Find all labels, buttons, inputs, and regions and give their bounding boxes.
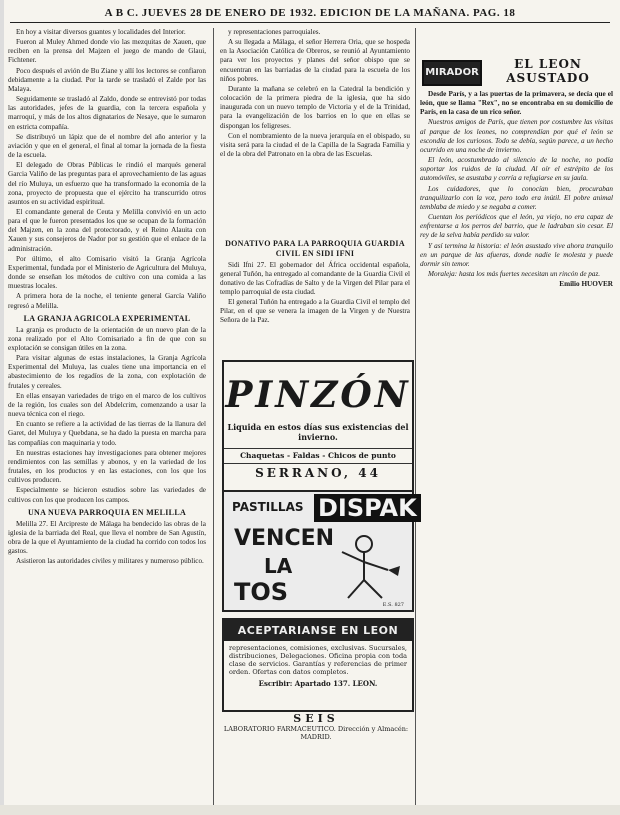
- aceptarianse-title: ACEPTARIANSE EN LEON: [224, 620, 412, 641]
- donativo-p0: Sidi Ifni 27. El gobernador del África occidental española, general Tuñón, ha entregado al comandante de la Guardia Civil el donativo de las Cofradías de Salto y de la Virgen del Pilar para el templo parroquial de esta ciudad.: [220, 261, 410, 297]
- mirador-box: MIRADOR: [422, 60, 482, 86]
- aceptarianse-body: representaciones, comisiones, exclusivas. Sucursales, distribuciones, Delegaciones. Oficina propia con toda clase de servicios. Garantías y referencias de primer orden. Ofertas con datos completos.: [229, 644, 407, 676]
- column-rule-2: [415, 28, 416, 808]
- col1-p6: El comandante general de Ceuta y Melilla convivió en un acto para el que le fueron presentados los que se ocupan de la formación del Majzen, en la zona del protectorado, y el Reino Alauita con Xauen y sus consejeros de Nador por su gestión que el enlace de la administración.: [8, 207, 206, 253]
- col3-signature: Emilio HUOVER: [559, 280, 613, 289]
- dispak-tos: TOS: [234, 578, 289, 606]
- binding-stripe: [0, 0, 4, 815]
- dispak-figure-illustration: [324, 532, 404, 602]
- column-3: [420, 28, 613, 808]
- seis-sub: LABORATORIO FARMACEUTICO. Dirección y Almacén: MADRID.: [223, 725, 409, 741]
- page-footer: [0, 805, 620, 815]
- pinzon-tagline: Liquida en estos días sus existencias del invierno.: [227, 422, 409, 442]
- col1-p16: Asistieron las autoridades civiles y militares y numeroso público.: [16, 557, 204, 566]
- col1-p12: En cuanto se refiere a la actividad de las tierras de la llanura del Garet, del Muluya y Quebdana, se ha dado la puesta en marcha para las compañías con maquinaria y todo.: [8, 420, 206, 447]
- dispak-ad: [222, 490, 417, 612]
- seis-ad: [222, 712, 410, 741]
- pinzon-ad: [222, 360, 414, 492]
- dispak-vencen: VENCEN: [234, 526, 335, 551]
- leon-title-1: EL LEON: [514, 57, 582, 71]
- dispak-pastillas: PASTILLAS: [232, 500, 304, 514]
- column-rule-1: [213, 28, 214, 808]
- col1-p14: Especialmente se hicieron estudios sobre las variedades de cultivos con los que producen los campos.: [8, 486, 206, 504]
- col1-p8: A primera hora de la noche, el teniente general García Valiño regresó a Melilla.: [8, 292, 206, 310]
- dispak-signature: E.S. 827: [382, 602, 404, 608]
- pinzon-products: Chaquetas - Faldas - Chicos de punto: [224, 448, 412, 460]
- col1-p4: Se distribuyó un lápiz que de el nombre del año anterior y la aviación y que en el general, el final al tomar la jornada de la fiesta de la escuela.: [8, 132, 206, 160]
- col2-p0: y representaciones parroquiales.: [228, 28, 321, 36]
- aceptarianse-ad: [222, 618, 414, 712]
- column-1: [8, 28, 206, 808]
- col1-subhead-parroquia: UNA NUEVA PARROQUIA EN MELILLA: [27, 507, 187, 517]
- col2-p1: A su llegada a Málaga, el señor Herrera Oria, que se hospeda en la Asociación Católica de Obreros, se reunió al Ayuntamiento para ver los proyectos y planes del señor obispo que se encuentran en las barriadas de la ciudad para la escuela de los niños pobres.: [220, 38, 410, 83]
- col3-p5: Moraleja: hasta los más fuertes necesitan un rincón de paz.: [428, 269, 601, 278]
- col1-p1: Fueron al Muley Ahmed donde vio las mezquitas de Xauen, que reciben en la prensa del Majzen el juego de mando de Glaui, Fichtener.: [8, 38, 206, 65]
- donativo-p1: El general Tuñón ha entregado a la Guardia Civil el templo del Pilar, en el que se venera la imagen de la Virgen y de Nuestra Señora de la Paz.: [220, 297, 410, 324]
- col3-p1: El león, acostumbrado al silencio de la noche, no podía soportar los ruidos de la ciudad. Al oír el estrépito de los automóviles, se asustaba y corría a refugiarse en su jaula.: [420, 156, 613, 183]
- column-2: [220, 28, 410, 260]
- col2-p3: Con el nombramiento de la nueva jerarquía en el obispado, su visita será para la ciudad el de la Capilla de la Sagrada Familia y el de la obra del Patronato en la obra de las Escuelas.: [220, 131, 410, 159]
- col1-p13: En nuestras estaciones hay investigaciones para obtener mejores rendimientos con las semillas y abonos, y en la variedad de los frutales, en los productos y en las estaciones, con los que los cultivos producen.: [8, 448, 206, 485]
- col1-p3: Seguidamente se trasladó al Zaldo, donde se entrevistó por todas las autoridades, jefes de la guardia, con la tercera española y marroquí, y más de los altos dignatarios de Nesaye, que le sumaron en estricta compañía.: [8, 95, 206, 131]
- col1-p15: Melilla 27. El Arcipreste de Málaga ha bendecido las obras de la iglesia de la barriada del Real, que lleva el nombre de San Agustín, obra de la que el Ayuntamiento de la ciudad ha corrido con todos los gastos.: [8, 519, 206, 556]
- pinzon-brand: PINZÓN: [225, 374, 411, 416]
- col3-p4: Y así termina la historia: el león asustado vive ahora tranquilo en un parque de las afueras, donde nadie le molesta y puede dormir sin temor.: [420, 241, 613, 268]
- col2-p2: Durante la mañana se celebró en la Catedral la bendición y colocación de la primera piedra de la iglesia, que ha sido inaugurada con un nuevo templo de Victoria y el de la Trinidad, para la evangelización de los barrios en lo que en ellas se dispongan los feligreses.: [220, 84, 410, 130]
- leon-title-2: ASUSTADO: [506, 71, 590, 85]
- donativo-article: [220, 236, 410, 325]
- col1-p9: La granja es producto de la orientación de un nuevo plan de la zona realizado por el Alto Comisariado a fin de que con su explotación se consigan útiles en la zona.: [8, 325, 206, 352]
- dispak-la: LA: [264, 554, 293, 578]
- col3-body: [420, 118, 613, 279]
- pinzon-address: SERRANO, 44: [224, 463, 412, 480]
- col1-p2: Poco después el avión de Bu Ziane y allí los lectores se confiaron debidamente a la ciudad. Por la tarde se trasladó el Zalde por las Malaya.: [8, 66, 206, 93]
- donativo-title: DONATIVO PARA LA PARROQUIA GUARDIA CIVIL EN SIDI IFNI: [225, 239, 405, 258]
- page-header: A B C. JUEVES 28 DE ENERO DE 1932. EDICION DE LA MAÑANA. PAG. 18: [10, 4, 610, 23]
- col3-p0: Nuestros amigos de París, que tienen por costumbre las visitas al parque de los leones, no comprendían por qué el león se escondía de los curiosos. Todo se debía, según parece, a un hecho ocurrido en una noche de invierno.: [420, 118, 613, 154]
- col1-p11: En ellas ensayan variedades de trigo en el marco de los cultivos de la región, los cuales son del Abdelcrim, comenzando a usar la nueva técnica con el riego.: [8, 391, 206, 419]
- col1-subhead-granja: LA GRANJA AGRICOLA EXPERIMENTAL: [23, 313, 191, 323]
- col3-intro: Desde París, y a las puertas de la primavera, se decía que el león, que se llama "Rex", no se encontraba en su domicilio de París, en la casa de un rico señor.: [420, 90, 613, 117]
- col1-p0: En hoy a visitar diversos guantes y localidades del Interior.: [16, 28, 186, 36]
- col3-p2: Los cuidadores, que lo conocían bien, procuraban tranquilizarlo con la voz, pero todo era inútil. El pobre animal temblaba de miedo y se negaba a comer.: [420, 184, 613, 211]
- aceptarianse-address: Escribir: Apartado 137. LEON.: [258, 679, 378, 688]
- col3-p3: Cuentan los periódicos que el león, ya viejo, no era capaz de enfrentarse a los perros del barrio, que le ladraban sin cesar. El rey de la selva había perdido su valor.: [420, 213, 613, 240]
- col1-p5: El delegado de Obras Públicas le rindió el marqués general Garcia Valiño de las preguntas para el aprovechamiento de las aguas del río Muluya, un esfuerzo que ha transformado la economía de la zona, proyecto de propuesta que el ejército ha transcurrido otros asuntos en su actividad espiritual.: [8, 161, 206, 206]
- seis-title: SEIS: [293, 712, 339, 725]
- col1-p10: Para visitar algunas de estas instalaciones, la Granja Agrícola Experimental del Muluya, las cuales tiene una importancia en el abastecimiento de los regadíos de la zona, con explotación de frutales y cereales.: [8, 354, 206, 390]
- dispak-brand: DISPAK: [314, 494, 421, 522]
- col1-p7: Por último, el alto Comisario visitó la Granja Agrícola Experimental, fundada por el Ministerio de Agricultura del Muluya, donde se enseñan los métodos de cultivo con una comida a las muestras locales.: [8, 254, 206, 291]
